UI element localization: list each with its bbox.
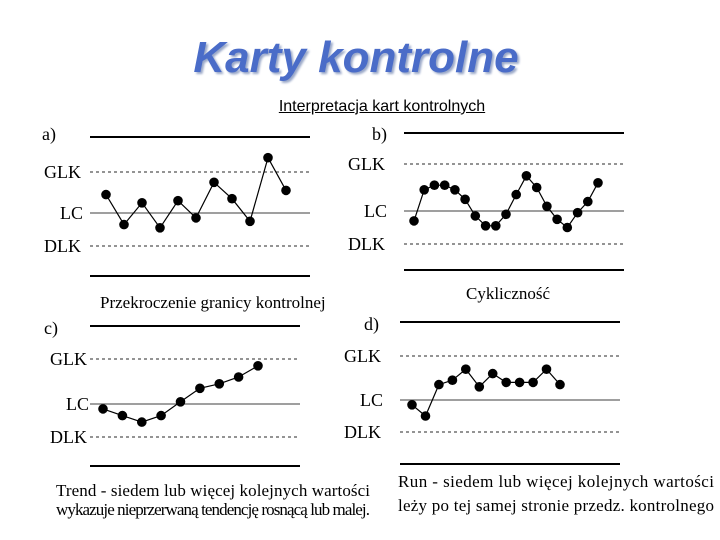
- panel-b-data-point-3: [430, 180, 440, 190]
- panel-a-data-point-11: [281, 186, 291, 196]
- panel-c-data-point-6: [195, 384, 205, 394]
- panel-c-data-point-1: [98, 404, 108, 414]
- panel-d-series-line: [412, 369, 560, 416]
- panel-d-data-point-4: [448, 375, 458, 385]
- panel-d-data-point-1: [407, 400, 417, 410]
- panel-a-letter: a): [42, 124, 56, 144]
- panel-b-data-point-17: [573, 208, 583, 218]
- panel-d-data-point-6: [475, 382, 485, 392]
- page-title: Karty kontrolne: [193, 33, 519, 82]
- panel-b-data-point-4: [440, 180, 450, 190]
- panel-b-lc-label: LC: [364, 201, 388, 221]
- panel-b-data-point-9: [491, 221, 501, 231]
- panel-b-data-point-7: [471, 211, 481, 221]
- panel-d-caption-line-2: leży po tej samej stronie przedz. kontrolnego: [398, 496, 714, 515]
- panel-b-data-point-10: [501, 210, 511, 220]
- panel-c-data-point-8: [234, 372, 244, 382]
- panel-c-caption-line-2: wykazuje nieprzerwaną tendencję rosnącą lub malej.: [56, 500, 370, 519]
- panel-d-data-point-3: [434, 380, 444, 390]
- panel-c-data-point-4: [156, 411, 166, 421]
- panel-b-data-point-16: [563, 223, 573, 233]
- panel-c-data-point-7: [215, 379, 225, 389]
- panel-a-data-point-9: [245, 217, 255, 227]
- panel-c-data-point-2: [118, 411, 128, 421]
- panel-a-glk-label: GLK: [44, 162, 81, 182]
- panel-b-data-point-2: [419, 185, 429, 195]
- panel-c-dlk-label: DLK: [50, 427, 87, 447]
- panel-a-data-point-3: [137, 198, 147, 208]
- panel-d-dlk-label: DLK: [344, 422, 381, 442]
- panel-d-data-point-11: [542, 364, 552, 374]
- panel-b-data-point-14: [542, 202, 552, 212]
- panel-c-data-point-5: [176, 397, 186, 407]
- panel-c-data-point-9: [253, 361, 263, 371]
- panel-a-data-point-4: [155, 223, 165, 233]
- panel-d-data-point-10: [528, 378, 538, 388]
- panel-a-lc-label: LC: [60, 203, 84, 223]
- panel-d-data-point-5: [461, 364, 471, 374]
- panel-c-lc-label: LC: [66, 394, 90, 414]
- panel-b-data-point-11: [511, 190, 521, 200]
- panel-b-data-point-6: [460, 195, 470, 205]
- panel-c-letter: c): [44, 318, 58, 338]
- panel-a-caption-line-1: Przekroczenie granicy kontrolnej: [100, 293, 326, 312]
- panel-d-data-point-8: [501, 378, 511, 388]
- panel-d-data-point-7: [488, 369, 498, 379]
- panel-a-data-point-10: [263, 153, 273, 163]
- panel-b-data-point-18: [583, 197, 593, 207]
- panel-a-data-point-6: [191, 213, 201, 223]
- panel-d-data-point-9: [515, 378, 525, 388]
- panel-a-data-point-8: [227, 194, 237, 204]
- panel-d-lc-label: LC: [360, 390, 384, 410]
- panel-b-glk-label: GLK: [348, 154, 385, 174]
- panel-b-data-point-13: [532, 183, 542, 193]
- panel-a-data-point-2: [119, 220, 129, 230]
- panel-a-data-point-1: [101, 190, 111, 200]
- panel-b-data-point-15: [552, 215, 562, 225]
- panel-d-caption-line-1: Run - siedem lub więcej kolejnych wartości: [398, 472, 714, 491]
- panel-c-caption-line-1: Trend - siedem lub więcej kolejnych wartości: [56, 481, 370, 500]
- panel-a-dlk-label: DLK: [44, 236, 81, 256]
- panel-b-data-point-1: [409, 216, 419, 226]
- panel-b-data-point-5: [450, 185, 460, 195]
- panel-c-data-point-3: [137, 417, 147, 427]
- panel-d-data-point-2: [421, 411, 431, 421]
- panel-b-data-point-8: [481, 221, 491, 231]
- panel-d-letter: d): [364, 314, 379, 334]
- panel-d-data-point-12: [555, 380, 565, 390]
- panel-b-dlk-label: DLK: [348, 234, 385, 254]
- panel-b-data-point-12: [522, 171, 532, 181]
- panel-c-glk-label: GLK: [50, 349, 87, 369]
- panel-b-caption-line-1: Cykliczność: [466, 284, 551, 303]
- panel-d-glk-label: GLK: [344, 346, 381, 366]
- panel-a-data-point-7: [209, 178, 219, 188]
- panel-b-letter: b): [372, 124, 387, 144]
- panel-b-data-point-19: [593, 178, 603, 188]
- page-subtitle: Interpretacja kart kontrolnych: [278, 98, 486, 115]
- panel-a-data-point-5: [173, 196, 183, 206]
